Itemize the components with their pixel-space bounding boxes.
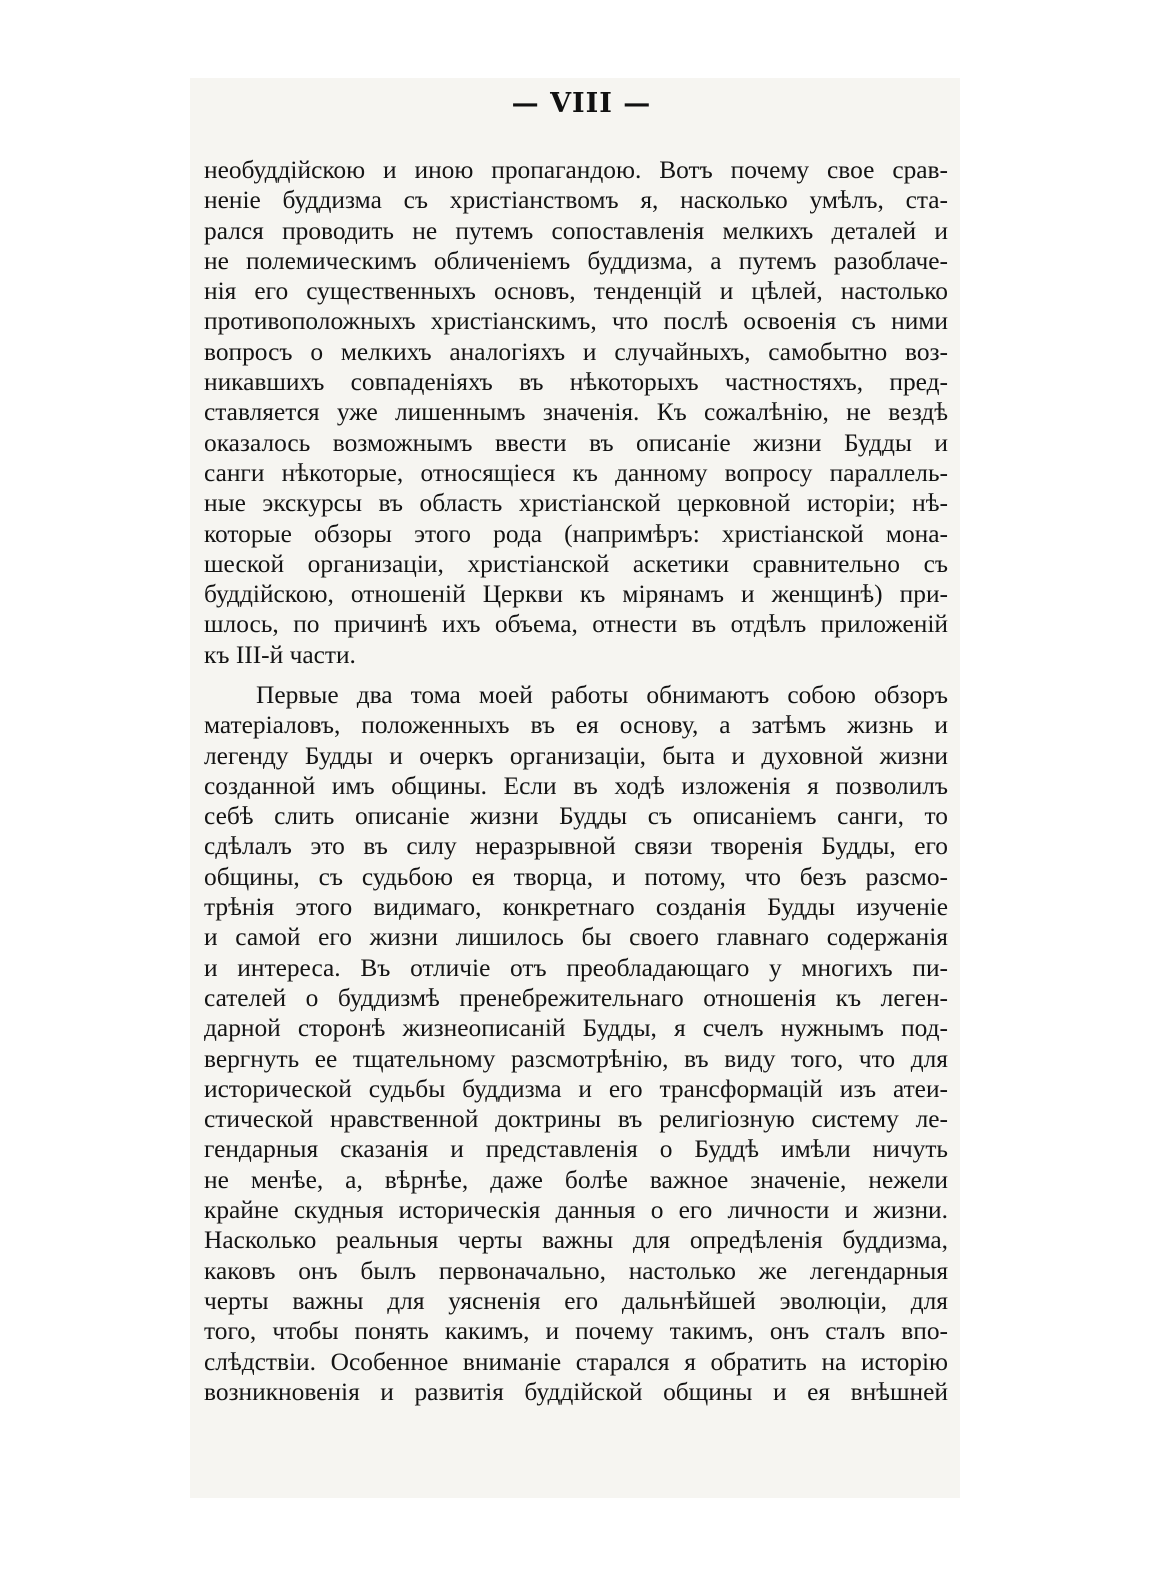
text-line: санги нѣкоторые, относящіеся къ данному вопросу параллель- — [204, 458, 948, 487]
text-line: Насколько реальныя черты важны для опредѣленія буддизма, — [204, 1226, 948, 1255]
text-line: не менѣе, а, вѣрнѣе, даже болѣе важное значеніе, нежели — [204, 1165, 948, 1194]
text-line: каковъ онъ былъ первоначально, настолько же легендарныя — [204, 1256, 948, 1285]
text-line: рался проводить не путемъ сопоставленія мелкихъ деталей и — [204, 216, 948, 245]
text-line: и интереса. Въ отличіе отъ преобладающаго у многихъ пи- — [204, 953, 948, 982]
page-number: — VIII — — [511, 88, 652, 119]
text-line: крайне скудныя историческія данныя о его личности и жизни. — [204, 1196, 948, 1225]
text-line: шеской организаціи, христіанской аскетики сравнительно съ — [204, 549, 948, 578]
text-line: необуддійскою и иною пропагандою. Вотъ почему свое срав- — [204, 156, 948, 184]
text-line: того, чтобы понять какимъ, и почему такимъ, онъ сталъ впо- — [204, 1317, 948, 1346]
text-line: стической нравственной доктрины въ религіозную систему ле- — [204, 1105, 948, 1134]
text-line: буддійскою, отношеній Церкви къ мірянамъ и женщинѣ) при- — [204, 580, 948, 609]
text-line: которые обзоры этого рода (напримѣръ: христіанской мона- — [204, 519, 948, 548]
text-line: нія его существенныхъ основъ, тенденцій и цѣлей, настолько — [204, 277, 948, 306]
text-line: не полемическимъ обличеніемъ буддизма, а путемъ разоблаче- — [204, 246, 948, 275]
text-line: черты важны для уясненія его дальнѣйшей эволюціи, для — [204, 1286, 948, 1315]
text-line: неніе буддизма съ христіанствомъ я, насколько умѣлъ, ста- — [204, 186, 948, 215]
text-line: вергнуть ее тщательному разсмотрѣнію, въ виду того, что для — [204, 1044, 948, 1073]
paragraph-2 — [204, 680, 948, 1407]
paragraph-1 — [204, 155, 948, 670]
text-line: никавшихъ совпаденіяхъ въ нѣкоторыхъ частностяхъ, пред- — [204, 368, 948, 397]
text-line: матеріаловъ, положенныхъ въ ея основу, а затѣмъ жизнь и — [204, 711, 948, 740]
text-line: возникновенія и развитія буддійской общины и ея внѣшней — [204, 1377, 948, 1406]
text-line: дарной сторонѣ жизнеописаній Будды, я счелъ нужнымъ под- — [204, 1014, 948, 1043]
text-line: шлось, по причинѣ ихъ объема, отнести въ отдѣлъ приложеній — [204, 610, 948, 639]
text-line: оказалось возможнымъ ввести въ описаніе жизни Будды и — [204, 428, 948, 457]
text-line: сдѣлалъ это въ силу неразрывной связи творенія Будды, его — [204, 832, 948, 861]
text-line: ставляется уже лишеннымъ значенія. Къ сожалѣнію, не вездѣ — [204, 398, 948, 427]
text-line: вопросъ о мелкихъ аналогіяхъ и случайныхъ, самобытно воз- — [204, 337, 948, 366]
text-line: ные экскурсы въ область христіанской церковной исторіи; нѣ- — [204, 489, 948, 518]
text-line: къ III-й части. — [204, 640, 356, 669]
text-line: слѣдствіи. Особенное вниманіе старался я обратить на исторію — [204, 1347, 948, 1376]
text-line: созданной имъ общины. Если въ ходѣ изложенія я позволилъ — [204, 771, 948, 800]
text-line: и самой его жизни лишилось бы своего главнаго содержанія — [204, 923, 948, 952]
text-line: гендарныя сказанія и представленія о Буддѣ имѣли ничуть — [204, 1135, 948, 1164]
text-line: Первые два тома моей работы обнимаютъ собою обзоръ — [256, 681, 948, 709]
text-line: противоположныхъ христіанскимъ, что послѣ освоенія съ ними — [204, 307, 948, 336]
text-line: общины, съ судьбою ея творца, и потому, что безъ разсмо- — [204, 862, 948, 891]
text-line: легенду Будды и очеркъ организаціи, быта и духовной жизни — [204, 741, 948, 770]
text-line: сателей о буддизмѣ пренебрежительнаго отношенія къ леген- — [204, 983, 948, 1012]
text-line: исторической судьбы буддизма и его трансформацій изъ атеи- — [204, 1074, 948, 1103]
text-line: себѣ слить описаніе жизни Будды съ описаніемъ санги, то — [204, 802, 948, 831]
text-line: трѣнія этого видимаго, конкретнаго созданія Будды изученіе — [204, 893, 948, 922]
